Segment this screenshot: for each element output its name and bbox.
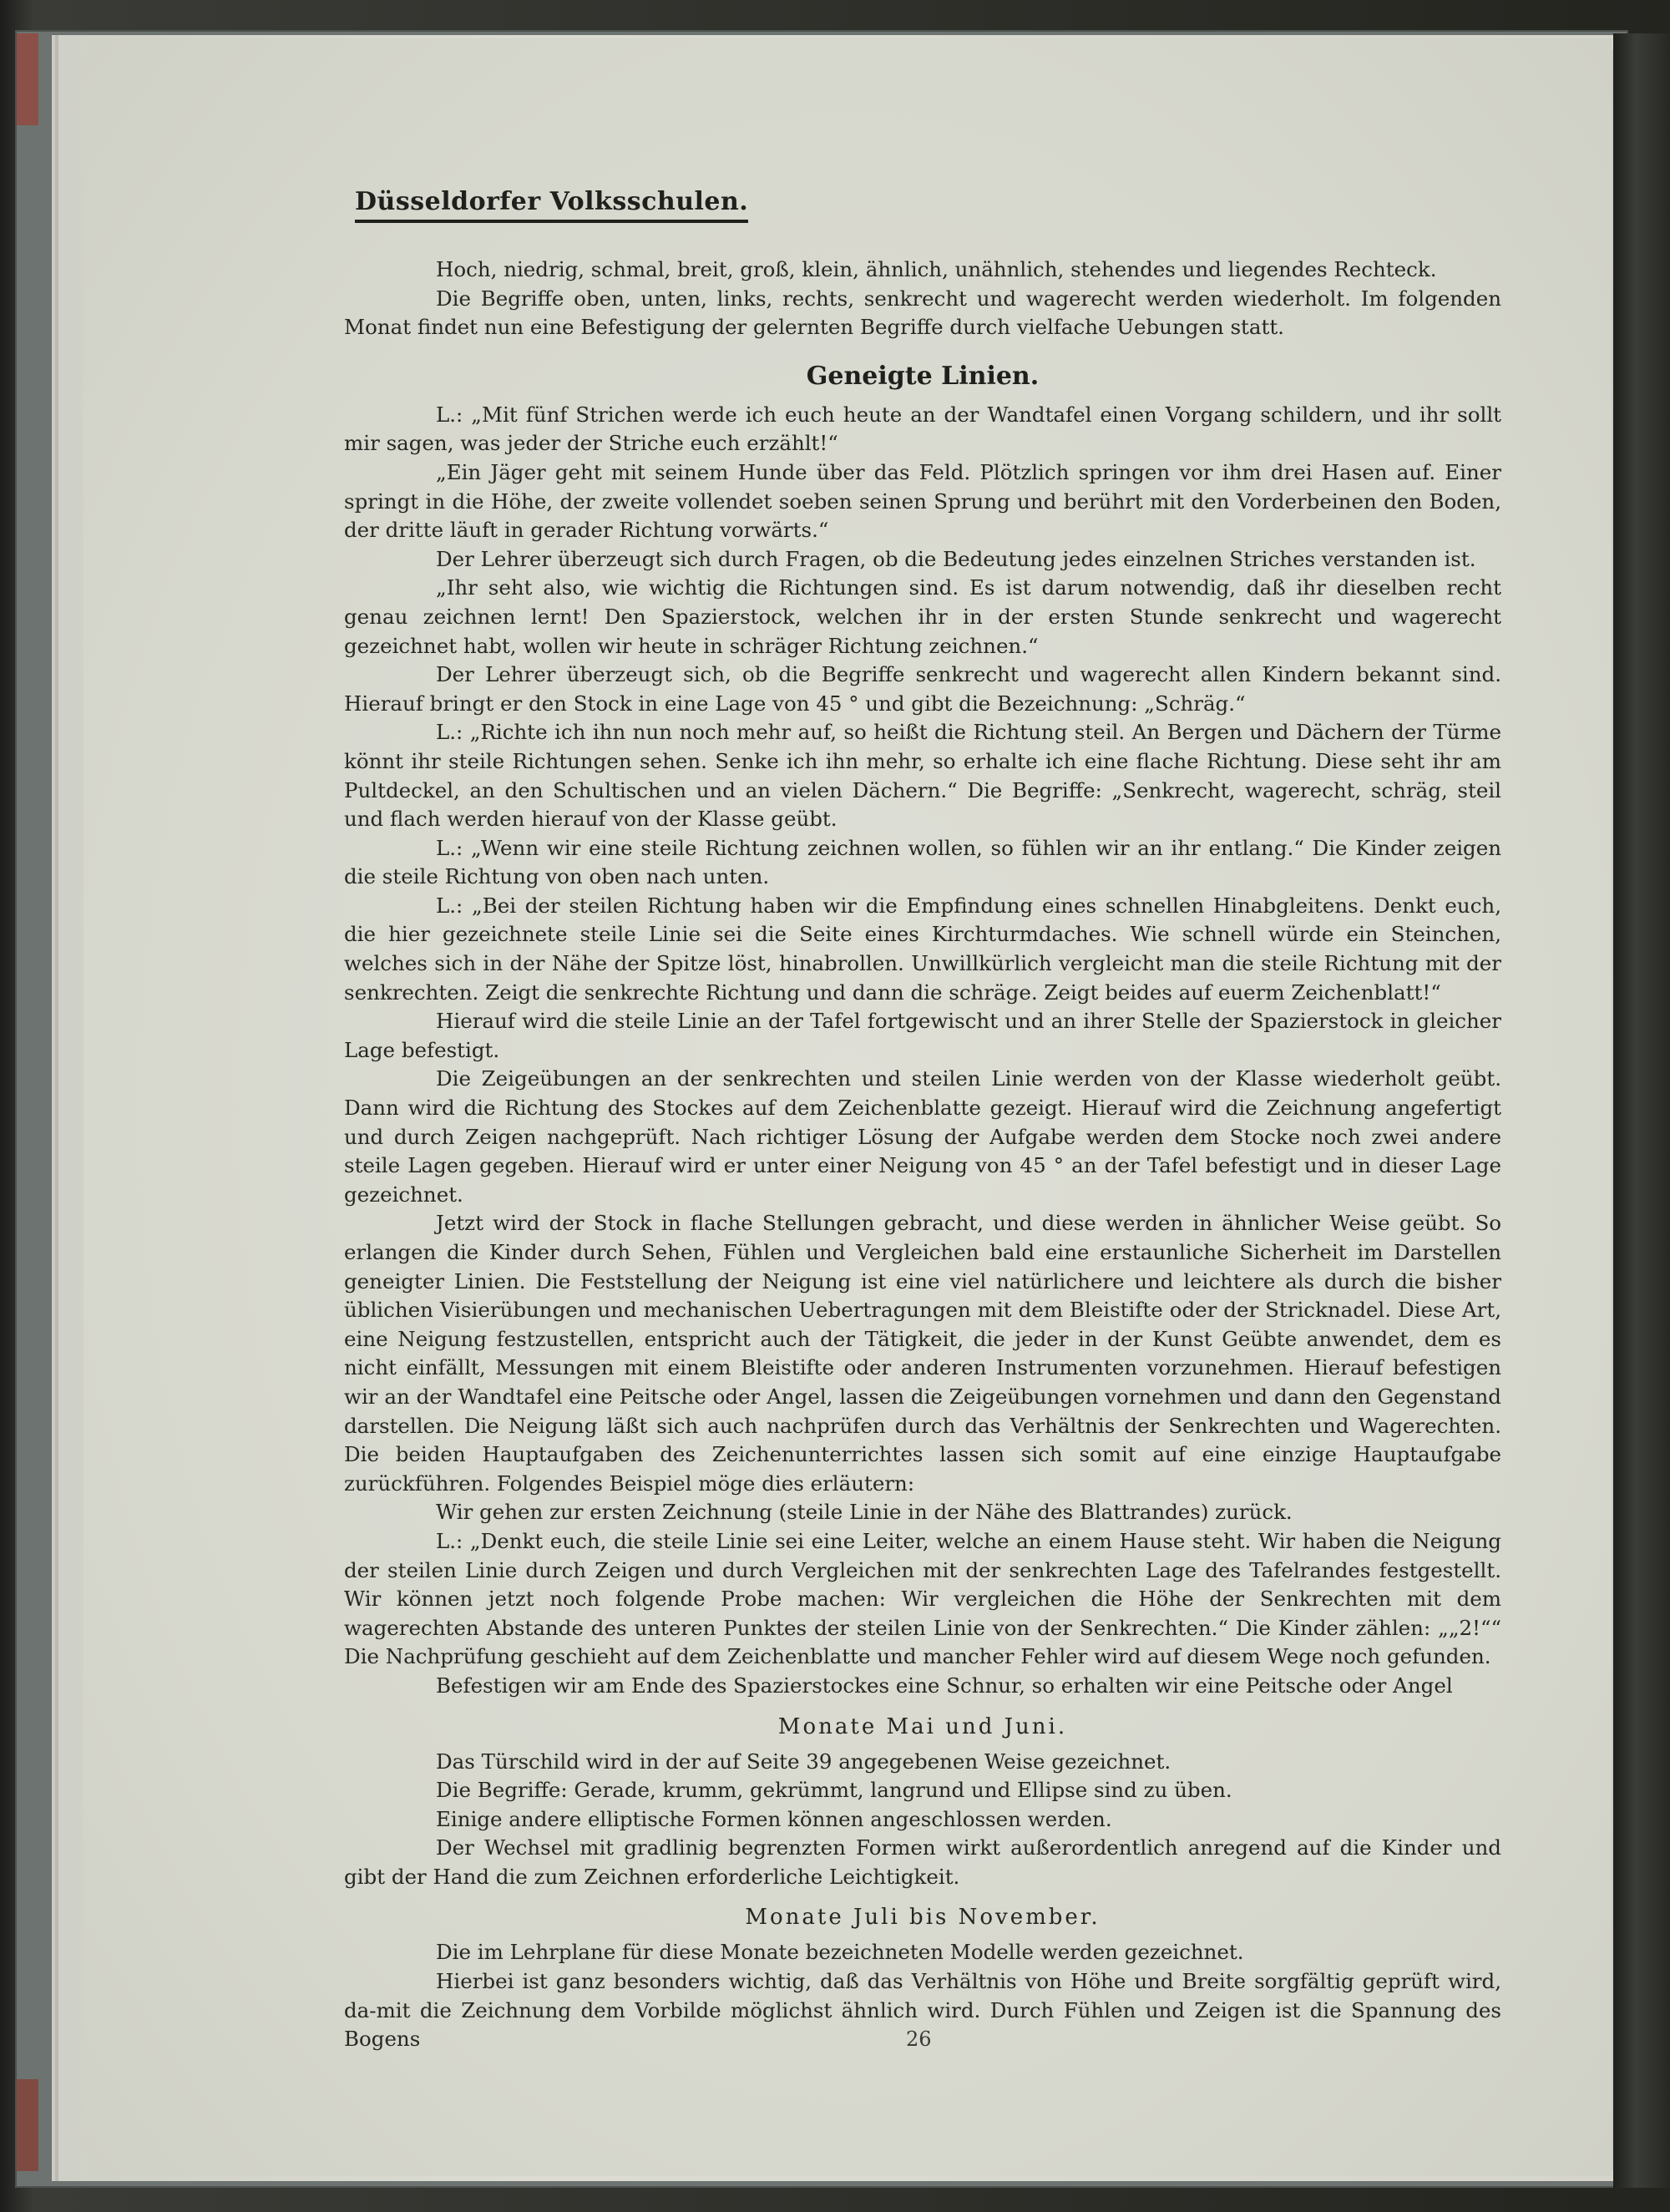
paragraph: Das Türschild wird in der auf Seite 39 angegebenen Weise gezeichnet. [436, 1749, 1172, 1774]
section-heading: Monate Juli bis November. [745, 1905, 1101, 1931]
page-number: 26 [906, 2027, 932, 2051]
paragraph: Die Begriffe oben, unten, links, rechts, senkrecht und wagerecht werden wiederholt. Im folgenden Monat findet nun eine Befestigung der gelernten Begriffe durch vielfache Uebungen statt. [344, 286, 1501, 340]
paragraph: L.: „Denkt euch, die steile Linie sei eine Leiter, welche an einem Hause steht. Wir haben die Neigung der steilen Linie durch Zeigen und durch Vergleichen mit der senkrechten Lage des Tafelrandes festgestellt. Wir können jetzt noch folgende Probe machen: Wir vergleichen die Höhe der Senkrechten mit dem wagerechten Abstande des unteren Punktes der steilen Linie von der Senkrechten.“ Die Kinder zählen: „„2!““ Die Nachprüfung geschieht auf dem Zeichenblatte und mancher Fehler wird auf diesem Wege noch gefunden. [344, 1528, 1501, 1669]
paragraph: Einige andere elliptische Formen können angeschlossen werden. [436, 1806, 1112, 1831]
paragraph: Der Wechsel mit gradlinig begrenzten Formen wirkt außerordentlich anregend auf die Kinder und gibt der Hand die zum Zeichnen erforderliche Leichtigkeit. [344, 1835, 1501, 1889]
paragraph: Hierauf wird die steile Linie an der Tafel fortgewischt und an ihrer Stelle der Spazierstock in gleicher Lage befestigt. [344, 1009, 1501, 1062]
section-heading: Geneigte Linien. [806, 361, 1040, 391]
paragraph: Hoch, niedrig, schmal, breit, groß, klein, ähnlich, unähnlich, stehendes und liegendes Rechteck. [436, 257, 1437, 281]
paragraph: Jetzt wird der Stock in flache Stellungen gebracht, und diese werden in ähnlicher Weise geübt. So erlangen die Kinder durch Sehen, Fühlen und Vergleichen bald eine erstaunliche Sicherheit im Darstellen geneigter Linien. Die Feststellung der Neigung ist eine viel natürlichere und leichtere als durch die bisher üblichen Visierübungen und mechanischen Uebertragungen mit dem Bleistifte oder der Stricknadel. Diese Art, eine Neigung festzustellen, entspricht auch der Tätigkeit, die jeder in der Kunst Geübte anwendet, dem es nicht einfällt, Messungen mit einem Bleistifte oder anderen Instrumenten vorzunehmen. Hierauf befestigen wir an der Wandtafel eine Peitsche oder Angel, lassen die Zeigeübungen vornehmen und dann den Gegenstand darstellen. Die Neigung läßt sich auch nachprüfen durch das Verhältnis der Senkrechten und Wagerechten. Die beiden Hauptaufgaben des Zeichenunterrichtes lassen sich somit auf eine einzige Hauptaufgabe zurückführen. Folgendes Beispiel möge dies erläutern: [344, 1211, 1501, 1496]
paragraph: Der Lehrer überzeugt sich durch Fragen, ob die Bedeutung jedes einzelnen Striches verstanden ist. [436, 546, 1476, 571]
paragraph: Die Zeigeübungen an der senkrechten und steilen Linie werden von der Klasse wiederholt geübt. Dann wird die Richtung des Stockes auf dem Zeichenblatte gezeigt. Hierauf wird die Zeichnung angefertigt und durch Zeigen nachgeprüft. Nach richtiger Lösung der Aufgabe werden dem Stocke noch zwei andere steile Lagen gegeben. Hierauf wird er unter einer Neigung von 45 ° an der Tafel befestigt und in dieser Lage gezeichnet. [344, 1066, 1501, 1207]
paragraph: Der Lehrer überzeugt sich, ob die Begriffe senkrecht und wagerecht allen Kindern bekannt sind. Hierauf bringt er den Stock in eine Lage von 45 ° und gibt die Bezeichnung: „Schräg.“ [344, 662, 1501, 716]
paragraph: L.: „Bei der steilen Richtung haben wir die Empfindung eines schnellen Hinabgleitens. Denkt euch, die hier gezeichnete steile Linie sei die Seite eines Kirchturmdaches. Wie schnell würde ein Steinchen, welches sich in der Nähe der Spitze löst, hinabrollen. Unwillkürlich vergleicht man die steile Richtung mit der senkrechten. Zeigt die senkrechte Richtung und dann die schräge. Zeigt beides auf euerm Zeichenblatt!“ [344, 893, 1501, 1005]
paragraph: Wir gehen zur ersten Zeichnung (steile Linie in der Nähe des Blattrandes) zurück. [436, 1500, 1293, 1525]
running-header: Düsseldorfer Volksschulen. [355, 187, 748, 223]
paragraph: Die im Lehrplane für diese Monate bezeichneten Modelle werden gezeichnet. [436, 1940, 1244, 1965]
paragraph: Hierbei ist ganz besonders wichtig, daß das Verhältnis von Höhe und Breite sorgfältig geprüft wird, da-mit die Zeichnung dem Vorbilde möglichst ähnlich wird. Durch Fühlen und Zeigen ist die Spannung des Bogens [344, 1969, 1501, 2052]
cover-corner-bottom [17, 2079, 38, 2171]
paragraph: Die Begriffe: Gerade, krumm, gekrümmt, langrund und Ellipse sind zu üben. [436, 1778, 1232, 1803]
cover-corner-top [17, 33, 38, 125]
book-spine-edge [1613, 33, 1670, 2188]
paragraph: L.: „Mit fünf Strichen werde ich euch heute an der Wandtafel einen Vorgang schildern, und ihr sollt mir sagen, was jeder der Striche euch erzählt!“ [344, 402, 1501, 456]
paragraph: „Ein Jäger geht mit seinem Hunde über das Feld. Plötzlich springen vor ihm drei Hasen auf. Einer springt in die Höhe, der zweite vollendet soeben seinen Sprung und berührt mit den Vorderbeinen den Boden, der dritte läuft in gerader Richtung vorwärts.“ [344, 459, 1501, 543]
paragraph: Befestigen wir am Ende des Spazierstockes eine Schnur, so erhalten wir eine Peitsche oder Angel [436, 1673, 1453, 1698]
section-heading: Monate Mai und Juni. [777, 1713, 1068, 1739]
paragraph: L.: „Wenn wir eine steile Richtung zeichnen wollen, so fühlen wir an ihr entlang.“ Die Kinder zeigen die steile Richtung von oben nach unten. [344, 835, 1501, 889]
page-body [344, 256, 1501, 2054]
paragraph: L.: „Richte ich ihn nun noch mehr auf, so heißt die Richtung steil. An Bergen und Dächern der Türme könnt ihr steile Richtungen sehen. Senke ich ihn mehr, so erhalte ich eine flache Richtung. Diese seht ihr am Pultdeckel, an den Schultischen und an vielen Dächern.“ Die Begriffe: „Senkrecht, wagerecht, schräg, steil und flach werden hierauf von der Klasse geübt. [344, 720, 1501, 832]
paragraph: „Ihr seht also, wie wichtig die Richtungen sind. Es ist darum notwendig, daß ihr dieselben recht genau zeichnen lernt! Den Spazierstock, welchen ihr in der ersten Stunde senkrecht und wagerecht gezeichnet habt, wollen wir heute in schräger Richtung zeichnen.“ [344, 575, 1501, 658]
